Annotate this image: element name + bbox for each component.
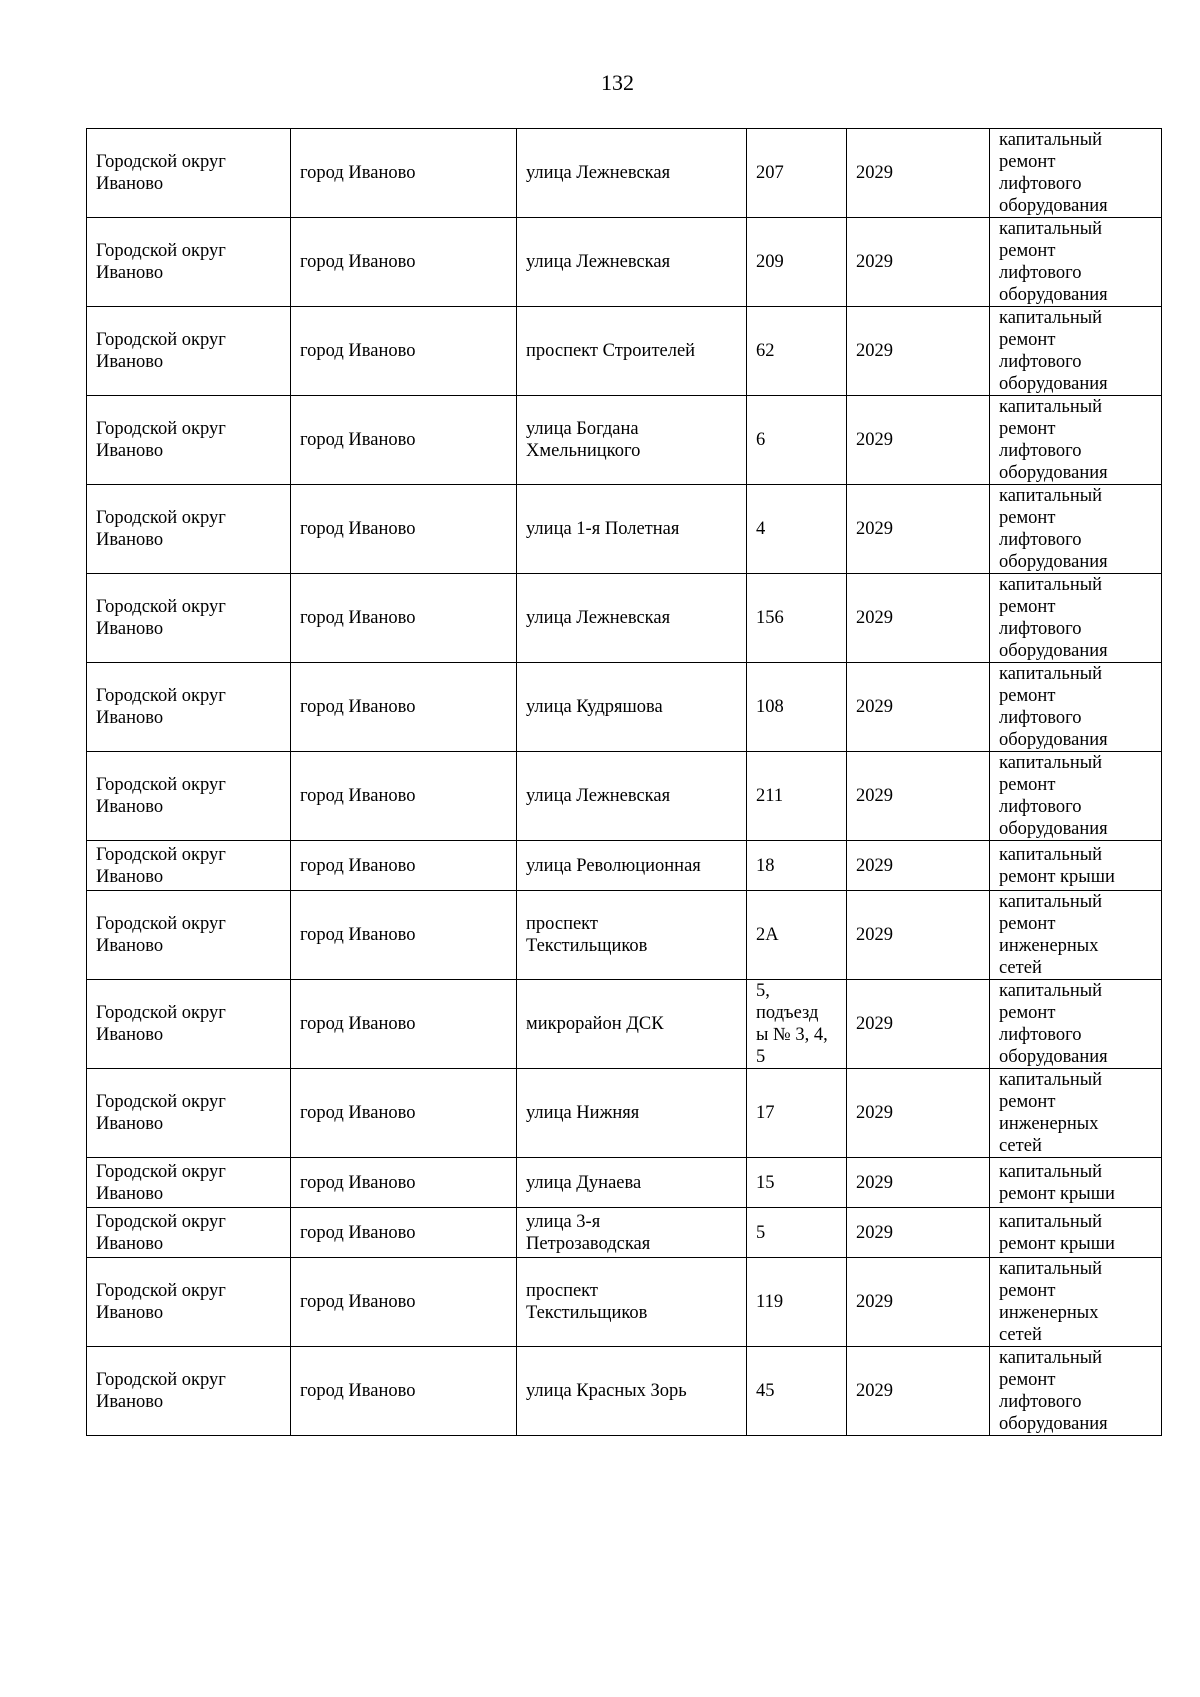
house-number-cell-text: 15: [756, 1172, 775, 1193]
house-number-cell: [747, 307, 847, 396]
table-row: [87, 1069, 1162, 1158]
house-number-cell: [747, 663, 847, 752]
house-number-cell: [747, 891, 847, 980]
year-cell-text: 2029: [856, 341, 893, 361]
district-cell: [87, 218, 291, 307]
work-type-cell-text: капитальный ремонт лифтового оборудования: [999, 486, 1108, 572]
district-cell: [87, 1158, 291, 1208]
district-cell: [87, 1208, 291, 1258]
street-cell-text: улица Кудряшова: [526, 697, 663, 717]
table-row: [87, 129, 1162, 218]
work-type-cell: [990, 218, 1162, 307]
street-cell: [517, 129, 747, 218]
district-cell: [87, 663, 291, 752]
house-number-cell: [747, 752, 847, 841]
work-type-cell: [990, 1158, 1162, 1208]
year-cell-text: 2029: [856, 608, 893, 628]
district-cell-text: Городской округ Иваново: [96, 1281, 226, 1323]
locality-cell: [291, 485, 517, 574]
work-type-cell: [990, 1347, 1162, 1436]
locality-cell: [291, 218, 517, 307]
locality-cell-text: город Иваново: [300, 925, 416, 945]
street-cell: [517, 485, 747, 574]
work-type-cell-text: капитальный ремонт крыши: [999, 1211, 1115, 1254]
work-type-cell-text: капитальный ремонт лифтового оборудования: [999, 397, 1108, 483]
house-number-cell-text: 5, подъезд ы № 3, 4, 5: [756, 981, 828, 1067]
street-cell-text: улица 1-я Полетная: [526, 519, 680, 539]
street-cell-text: улица Лежневская: [526, 163, 671, 183]
repair-schedule-table: [86, 128, 1162, 1436]
house-number-cell: [747, 396, 847, 485]
locality-cell: [291, 1208, 517, 1258]
year-cell: [847, 1258, 990, 1347]
house-number-cell: [747, 485, 847, 574]
locality-cell: [291, 574, 517, 663]
house-number-cell: [747, 980, 847, 1069]
house-number-cell-text: 119: [756, 1292, 784, 1312]
house-number-cell-text: 62: [756, 341, 775, 361]
district-cell-text: Городской округ Иваново: [96, 686, 226, 728]
locality-cell-text: город Иваново: [300, 1292, 416, 1312]
street-cell-text: улица Лежневская: [526, 786, 671, 806]
district-cell-text: Городской округ Иваново: [96, 1211, 226, 1254]
house-number-cell-text: 209: [756, 252, 784, 272]
district-cell: [87, 1258, 291, 1347]
street-cell-text: улица Богдана Хмельницкого: [526, 419, 641, 461]
locality-cell-text: город Иваново: [300, 1222, 416, 1243]
year-cell-text: 2029: [856, 925, 893, 945]
year-cell-text: 2029: [856, 519, 893, 539]
locality-cell-text: город Иваново: [300, 1172, 416, 1193]
district-cell-text: Городской округ Иваново: [96, 419, 226, 461]
work-type-cell: [990, 129, 1162, 218]
year-cell-text: 2029: [856, 163, 893, 183]
locality-cell: [291, 752, 517, 841]
house-number-cell: [747, 1158, 847, 1208]
work-type-cell: [990, 752, 1162, 841]
work-type-cell-text: капитальный ремонт инженерных сетей: [999, 1070, 1103, 1156]
house-number-cell: [747, 129, 847, 218]
district-cell: [87, 752, 291, 841]
district-cell: [87, 980, 291, 1069]
locality-cell-text: город Иваново: [300, 519, 416, 539]
house-number-cell: [747, 574, 847, 663]
work-type-cell-text: капитальный ремонт лифтового оборудования: [999, 219, 1108, 305]
year-cell-text: 2029: [856, 1014, 893, 1034]
work-type-cell: [990, 891, 1162, 980]
work-type-cell-text: капитальный ремонт лифтового оборудования: [999, 753, 1108, 839]
work-type-cell: [990, 574, 1162, 663]
year-cell: [847, 485, 990, 574]
table-row: [87, 396, 1162, 485]
year-cell-text: 2029: [856, 697, 893, 717]
street-cell-text: проспект Текстильщиков: [526, 1281, 648, 1323]
locality-cell-text: город Иваново: [300, 697, 416, 717]
table-row: [87, 980, 1162, 1069]
street-cell-text: улица Лежневская: [526, 608, 671, 628]
house-number-cell-text: 5: [756, 1222, 766, 1243]
district-cell: [87, 396, 291, 485]
street-cell: [517, 663, 747, 752]
locality-cell-text: город Иваново: [300, 252, 416, 272]
locality-cell: [291, 1258, 517, 1347]
work-type-cell: [990, 485, 1162, 574]
house-number-cell: [747, 1347, 847, 1436]
locality-cell: [291, 663, 517, 752]
work-type-cell: [990, 1208, 1162, 1258]
house-number-cell-text: 2А: [756, 925, 779, 945]
year-cell-text: 2029: [856, 855, 893, 876]
street-cell: [517, 396, 747, 485]
district-cell: [87, 307, 291, 396]
year-cell: [847, 1347, 990, 1436]
work-type-cell-text: капитальный ремонт крыши: [999, 844, 1115, 887]
table-row: [87, 752, 1162, 841]
year-cell: [847, 891, 990, 980]
house-number-cell: [747, 218, 847, 307]
table-row: [87, 841, 1162, 891]
house-number-cell-text: 17: [756, 1103, 775, 1123]
locality-cell-text: город Иваново: [300, 855, 416, 876]
work-type-cell-text: капитальный ремонт инженерных сетей: [999, 892, 1103, 978]
year-cell-text: 2029: [856, 786, 893, 806]
locality-cell: [291, 1347, 517, 1436]
locality-cell: [291, 980, 517, 1069]
year-cell: [847, 396, 990, 485]
year-cell-text: 2029: [856, 252, 893, 272]
street-cell: [517, 752, 747, 841]
district-cell: [87, 129, 291, 218]
district-cell-text: Городской округ Иваново: [96, 152, 226, 194]
district-cell-text: Городской округ Иваново: [96, 1370, 226, 1412]
locality-cell: [291, 841, 517, 891]
street-cell: [517, 841, 747, 891]
year-cell: [847, 307, 990, 396]
table-row: [87, 574, 1162, 663]
house-number-cell-text: 207: [756, 163, 784, 183]
year-cell: [847, 1158, 990, 1208]
table-row: [87, 1208, 1162, 1258]
street-cell-text: улица 3-я Петрозаводская: [526, 1211, 651, 1254]
district-cell-text: Городской округ Иваново: [96, 914, 226, 956]
street-cell-text: улица Нижняя: [526, 1103, 640, 1123]
locality-cell-text: город Иваново: [300, 786, 416, 806]
work-type-cell: [990, 841, 1162, 891]
work-type-cell: [990, 980, 1162, 1069]
table-row: [87, 307, 1162, 396]
house-number-cell-text: 156: [756, 608, 784, 628]
district-cell: [87, 1069, 291, 1158]
table-row: [87, 218, 1162, 307]
street-cell: [517, 1208, 747, 1258]
year-cell: [847, 1208, 990, 1258]
work-type-cell: [990, 1069, 1162, 1158]
work-type-cell-text: капитальный ремонт лифтового оборудования: [999, 130, 1108, 216]
locality-cell-text: город Иваново: [300, 1381, 416, 1401]
year-cell-text: 2029: [856, 1381, 893, 1401]
street-cell: [517, 891, 747, 980]
district-cell-text: Городской округ Иваново: [96, 1003, 226, 1045]
table-body: [87, 129, 1162, 1436]
street-cell: [517, 1347, 747, 1436]
street-cell: [517, 1069, 747, 1158]
street-cell: [517, 307, 747, 396]
street-cell: [517, 574, 747, 663]
street-cell: [517, 980, 747, 1069]
house-number-cell-text: 18: [756, 855, 775, 876]
street-cell-text: улица Дунаева: [526, 1172, 642, 1193]
street-cell-text: проспект Строителей: [526, 341, 696, 361]
year-cell: [847, 574, 990, 663]
year-cell: [847, 752, 990, 841]
district-cell-text: Городской округ Иваново: [96, 844, 226, 887]
street-cell-text: микрорайон ДСК: [526, 1014, 664, 1034]
year-cell: [847, 663, 990, 752]
work-type-cell-text: капитальный ремонт инженерных сетей: [999, 1259, 1103, 1345]
district-cell: [87, 841, 291, 891]
locality-cell-text: город Иваново: [300, 608, 416, 628]
work-type-cell-text: капитальный ремонт лифтового оборудования: [999, 308, 1108, 394]
year-cell: [847, 218, 990, 307]
year-cell-text: 2029: [856, 1172, 893, 1193]
district-cell: [87, 891, 291, 980]
work-type-cell: [990, 1258, 1162, 1347]
house-number-cell: [747, 1208, 847, 1258]
house-number-cell: [747, 1069, 847, 1158]
page-number: 132: [601, 70, 634, 95]
locality-cell: [291, 307, 517, 396]
locality-cell: [291, 396, 517, 485]
street-cell: [517, 1158, 747, 1208]
locality-cell-text: город Иваново: [300, 430, 416, 450]
locality-cell: [291, 1158, 517, 1208]
district-cell: [87, 574, 291, 663]
street-cell-text: улица Лежневская: [526, 252, 671, 272]
work-type-cell: [990, 307, 1162, 396]
locality-cell: [291, 891, 517, 980]
house-number-cell-text: 108: [756, 697, 784, 717]
house-number-cell-text: 6: [756, 430, 766, 450]
district-cell-text: Городской округ Иваново: [96, 597, 226, 639]
year-cell-text: 2029: [856, 430, 893, 450]
district-cell-text: Городской округ Иваново: [96, 508, 226, 550]
street-cell-text: проспект Текстильщиков: [526, 914, 648, 956]
year-cell-text: 2029: [856, 1292, 893, 1312]
work-type-cell: [990, 396, 1162, 485]
street-cell-text: улица Красных Зорь: [526, 1381, 687, 1401]
district-cell: [87, 485, 291, 574]
year-cell: [847, 129, 990, 218]
work-type-cell: [990, 663, 1162, 752]
table-row: [87, 485, 1162, 574]
work-type-cell-text: капитальный ремонт крыши: [999, 1161, 1115, 1204]
work-type-cell-text: капитальный ремонт лифтового оборудования: [999, 664, 1108, 750]
table-row: [87, 663, 1162, 752]
work-type-cell-text: капитальный ремонт лифтового оборудования: [999, 575, 1108, 661]
table-row: [87, 1158, 1162, 1208]
district-cell-text: Городской округ Иваново: [96, 1092, 226, 1134]
year-cell-text: 2029: [856, 1103, 893, 1123]
locality-cell-text: город Иваново: [300, 163, 416, 183]
district-cell-text: Городской округ Иваново: [96, 1161, 226, 1204]
district-cell-text: Городской округ Иваново: [96, 775, 226, 817]
table-row: [87, 1347, 1162, 1436]
house-number-cell: [747, 1258, 847, 1347]
house-number-cell-text: 4: [756, 519, 766, 539]
district-cell-text: Городской округ Иваново: [96, 241, 226, 283]
locality-cell: [291, 129, 517, 218]
locality-cell-text: город Иваново: [300, 341, 416, 361]
district-cell-text: Городской округ Иваново: [96, 330, 226, 372]
year-cell: [847, 1069, 990, 1158]
house-number-cell: [747, 841, 847, 891]
locality-cell-text: город Иваново: [300, 1103, 416, 1123]
work-type-cell-text: капитальный ремонт лифтового оборудования: [999, 981, 1108, 1067]
year-cell-text: 2029: [856, 1222, 893, 1243]
district-cell: [87, 1347, 291, 1436]
house-number-cell-text: 45: [756, 1381, 775, 1401]
street-cell: [517, 1258, 747, 1347]
house-number-cell-text: 211: [756, 786, 784, 806]
locality-cell: [291, 1069, 517, 1158]
locality-cell-text: город Иваново: [300, 1014, 416, 1034]
table-row: [87, 1258, 1162, 1347]
table-row: [87, 891, 1162, 980]
year-cell: [847, 841, 990, 891]
year-cell: [847, 980, 990, 1069]
work-type-cell-text: капитальный ремонт лифтового оборудования: [999, 1348, 1108, 1434]
street-cell: [517, 218, 747, 307]
street-cell-text: улица Революционная: [526, 855, 701, 876]
